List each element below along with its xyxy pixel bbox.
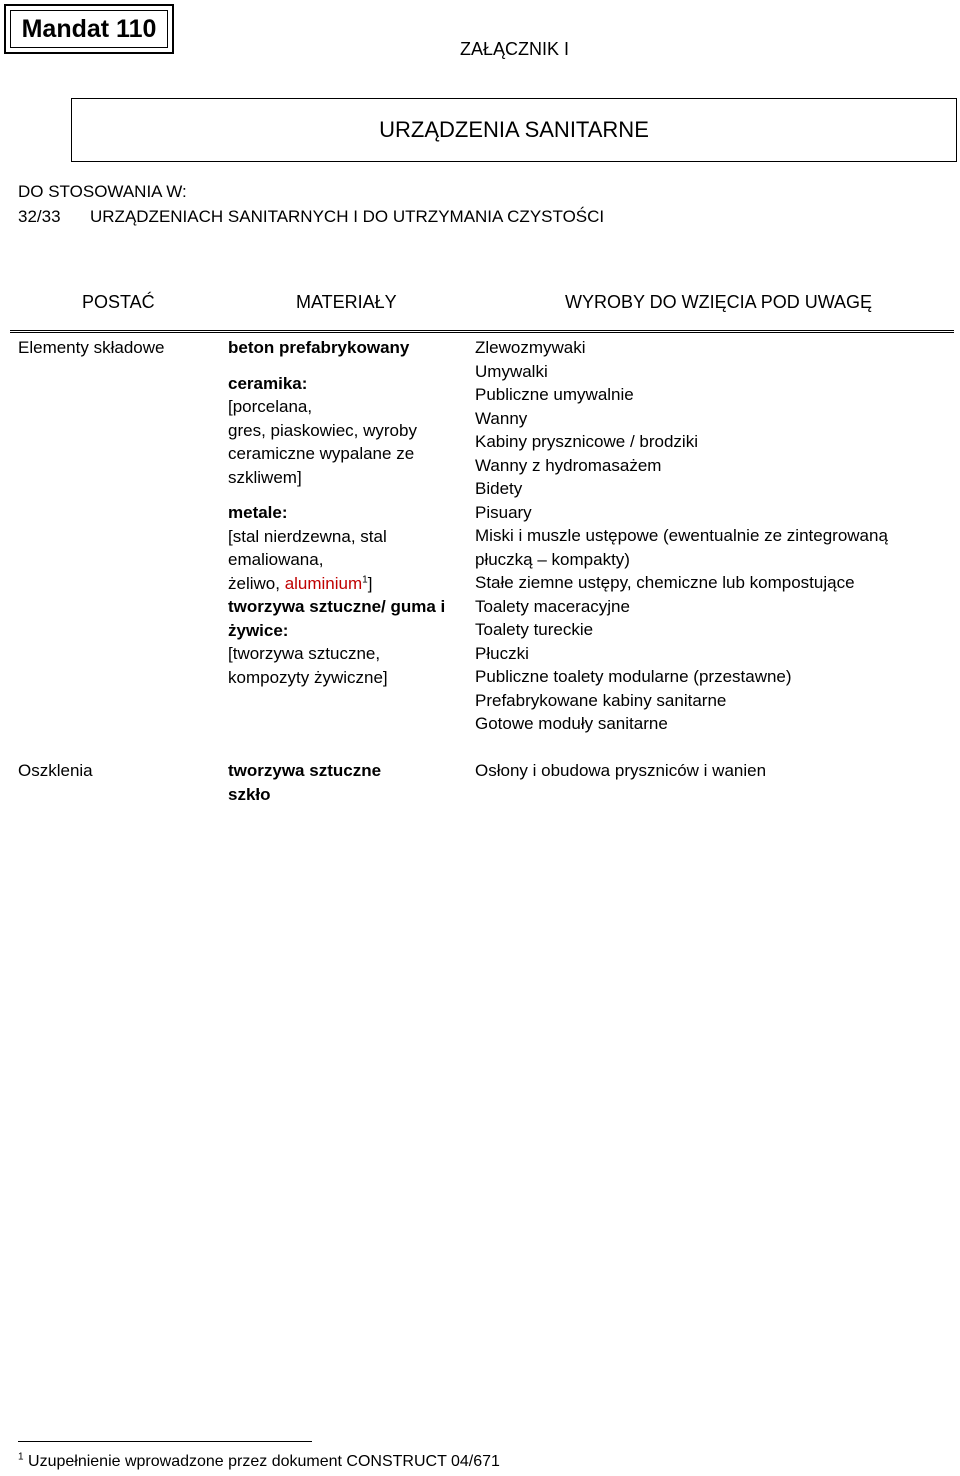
metals-prefix: żeliwo, (228, 573, 285, 593)
column-header-form: POSTAĆ (82, 292, 155, 312)
header-divider (10, 330, 954, 333)
product-item: Zlewozmywaki (475, 338, 586, 357)
column-header-products: WYROBY DO WZIĘCIA POD UWAGĘ (565, 292, 873, 312)
material-glass: szkło (228, 784, 271, 804)
material-ceramics-label: ceramika: (228, 373, 308, 393)
material-plastics: tworzywa sztuczne (228, 761, 382, 780)
product-item: Gotowe moduły sanitarne (475, 714, 668, 733)
product-item: Stałe ziemne ustępy, chemiczne lub kompostujące (475, 573, 855, 592)
product-item: Bidety (475, 479, 523, 498)
product-item: płuczką – kompakty) (475, 549, 630, 569)
annex-label: ZAŁĄCZNIK I (460, 39, 570, 59)
intended-use-code: 32/33 (18, 207, 61, 226)
product-item: Publiczne umywalnie (475, 385, 634, 404)
intended-use-text: URZĄDZENIACH SANITARNYCH I DO UTRZYMANIA CZYSTOŚCI (90, 207, 605, 226)
footnote-ref: 1 (362, 573, 368, 585)
spacer (228, 489, 445, 501)
ceramics-line: gres, piaskowiec, wyroby (228, 420, 417, 440)
form-label: Elementy składowe (18, 338, 165, 357)
spacer (228, 360, 445, 372)
ceramics-line: [porcelana, (228, 397, 313, 416)
footnote-text: Uzupełnienie wprowadzone przez dokument CONSTRUCT 04/671 (23, 1453, 500, 1470)
product-item: Prefabrykowane kabiny sanitarne (475, 690, 727, 710)
material-plastics-label: tworzywa sztuczne/ guma i (228, 597, 446, 616)
mandate-label: Mandat 110 (10, 10, 168, 48)
ceramics-line: szkliwem] (228, 467, 302, 487)
column-header-materials: MATERIAŁY (296, 292, 397, 312)
metals-line-last (228, 572, 445, 596)
row-1-products (475, 336, 888, 736)
aluminium-amended-text: aluminium (284, 573, 363, 593)
intended-use-row (18, 207, 604, 227)
product-item: Publiczne toalety modularne (przestawne) (475, 667, 792, 686)
metals-suffix: ] (367, 573, 373, 593)
page-title: URZĄDZENIA SANITARNE (71, 98, 957, 162)
product-item: Wanny z hydromasażem (475, 455, 662, 475)
ceramics-line: ceramiczne wypalane ze (228, 444, 415, 463)
plastics-line: kompozyty żywiczne] (228, 667, 388, 687)
plastics-line: [tworzywa sztuczne, (228, 644, 381, 663)
footnote (18, 1453, 500, 1471)
metals-line: emaliowana, (228, 550, 324, 569)
product-item: Pisuary (475, 502, 532, 522)
product-item: Kabiny prysznicowe / brodziki (475, 432, 698, 451)
row-2-materials (228, 759, 381, 806)
product-item: Osłony i obudowa pryszniców i wanien (475, 761, 767, 780)
footnote-divider (18, 1441, 312, 1442)
material-plastics-label-cont: żywice: (228, 620, 289, 640)
row-2-products (475, 759, 766, 783)
product-item: Wanny (475, 408, 528, 428)
footnote-marker: 1 (18, 1451, 24, 1463)
row-1-form (18, 336, 164, 360)
material-concrete: beton prefabrykowany (228, 338, 410, 357)
metals-line: [stal nierdzewna, stal (228, 526, 387, 546)
row-2-form (18, 759, 93, 783)
product-item: Toalety tureckie (475, 620, 594, 639)
product-item: Płuczki (475, 643, 529, 663)
material-metals-label: metale: (228, 503, 288, 522)
product-item: Miski i muszle ustępowe (ewentualnie ze zintegrowaną (475, 526, 888, 545)
form-label: Oszklenia (18, 761, 93, 780)
row-1-materials (228, 336, 445, 689)
product-item: Umywalki (475, 361, 548, 381)
product-item: Toalety maceracyjne (475, 596, 630, 616)
mandate-box (4, 4, 174, 54)
intended-use-heading: DO STOSOWANIA W: (18, 182, 187, 201)
